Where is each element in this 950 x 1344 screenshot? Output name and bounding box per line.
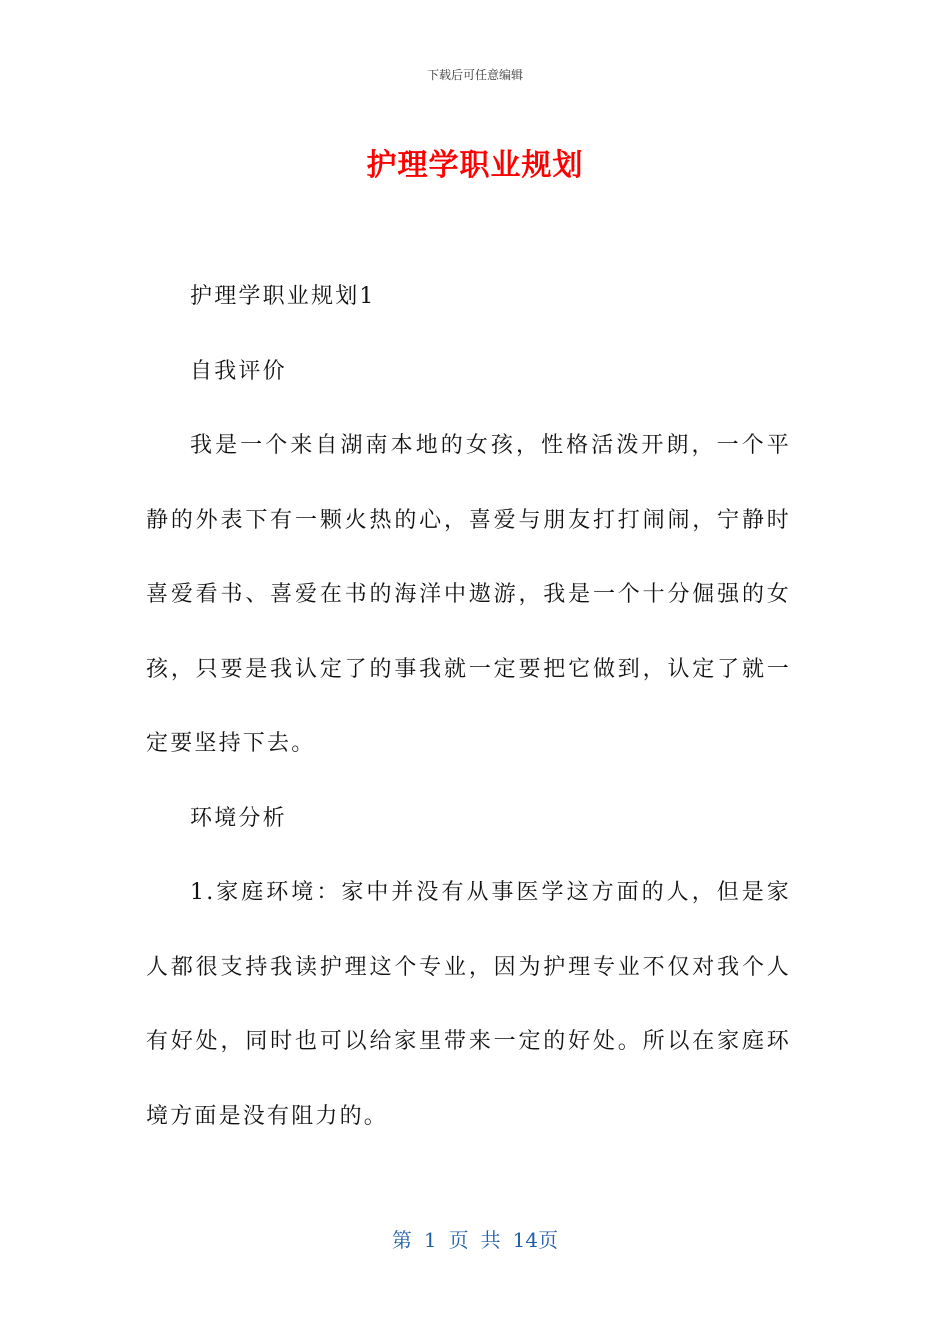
footer-total-prefix: 共: [480, 1228, 501, 1252]
footer-prefix: 第: [391, 1228, 412, 1252]
current-page-number: 1: [423, 1228, 437, 1252]
document-title: 护理学职业规划: [366, 148, 584, 183]
total-pages: 14页: [512, 1228, 559, 1252]
subsection-heading-self-evaluation: 自我评价: [190, 358, 287, 384]
paragraph-self-evaluation: 我是一个来自湖南本地的女孩，性格活泼开朗，一个平静的外表下有一颗火热的心，喜爱与朋友打打闹闹，宁静时喜爱看书、喜爱在书的海洋中遨游，我是一个十分倔强的女孩，只要是我认定了的事我就一定要把它做到，认定了就一定要坚持下去。: [146, 433, 791, 756]
footer-page-word: 页: [448, 1228, 469, 1252]
page-footer: [0, 1224, 950, 1253]
document-body: [146, 260, 791, 1154]
subsection-heading-environment: 环境分析: [190, 805, 287, 831]
section-heading: 护理学职业规划1: [190, 284, 376, 309]
paragraph-family-environment: 1.家庭环境：家中并没有从事医学这方面的人，但是家人都很支持我读护理这个专业，因为护理专业不仅对我个人有好处，同时也可以给家里带来一定的好处。所以在家庭环境方面是没有阻力的。: [146, 880, 791, 1129]
header-note: 下载后可任意编辑: [426, 68, 523, 82]
